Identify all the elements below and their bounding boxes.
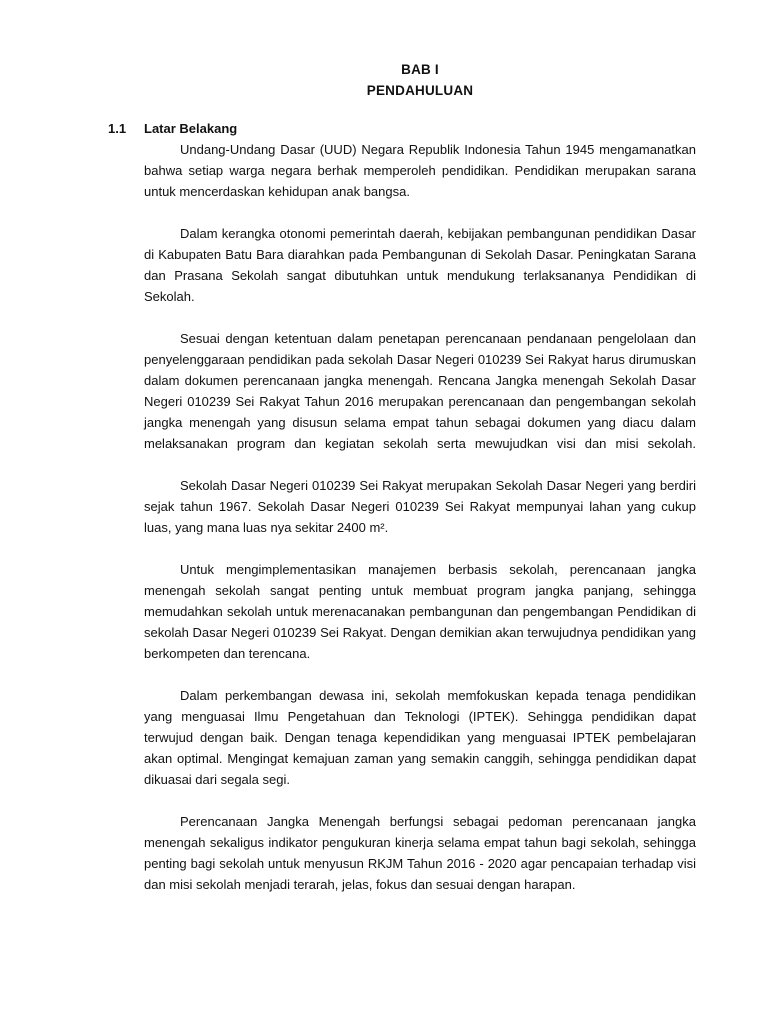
section-title: Latar Belakang xyxy=(144,121,238,136)
document-body xyxy=(144,139,696,916)
chapter-title: PENDAHULUAN xyxy=(366,83,474,98)
paragraph-2: Dalam kerangka otonomi pemerintah daerah, kebijakan pembangunan pendidikan Dasar di Kabupaten Batu Bara diarahkan pada Pembangunan di Sekolah Dasar. Peningkatan Sarana dan Prasana Sekolah sangat dibutuhkan untuk mendukung terlaksananya Pendidikan di Sekolah. xyxy=(144,226,696,304)
paragraph-3: Sesuai dengan ketentuan dalam penetapan perencanaan pendanaan pengelolaan dan penyelenggaraan pendidikan pada sekolah Dasar Negeri 010239 Sei Rakyat harus dirumuskan dalam dokumen perencanaan jangka menengah. Rencana Jangka menengah Sekolah Dasar Negeri 010239 Sei Rakyat Tahun 2016 merupakan perencanaan dan pengembangan sekolah jangka menengah yang disusun selama empat tahun sebagai dokumen yang diacu dalam melaksanakan program dan kegiatan sekolah serta mewujudkan visi dan misi sekolah. xyxy=(144,331,696,451)
section-number: 1.1 xyxy=(108,121,127,136)
paragraph-1: Undang-Undang Dasar (UUD) Negara Republik Indonesia Tahun 1945 mengamanatkan bahwa setiap warga negara berhak memperoleh pendidikan. Pendidikan merupakan sarana untuk mencerdaskan kehidupan anak bangsa. xyxy=(144,142,696,199)
paragraph-5: Untuk mengimplementasikan manajemen berbasis sekolah, perencanaan jangka menengah sekolah sangat penting untuk membuat program jangka panjang, sehingga memudahkan sekolah untuk merenacanakan pembangunan dan pengembangan Pendidikan di sekolah Dasar Negeri 010239 Sei Rakyat. Dengan demikian akan terwujudnya pendidikan yang berkompeten dan terencana. xyxy=(144,562,696,661)
paragraph-4: Sekolah Dasar Negeri 010239 Sei Rakyat merupakan Sekolah Dasar Negeri yang berdiri sejak tahun 1967. Sekolah Dasar Negeri 010239 Sei Rakyat mempunyai lahan yang cukup luas, yang mana luas nya sekitar 2400 m². xyxy=(144,478,696,535)
paragraph-6: Dalam perkembangan dewasa ini, sekolah memfokuskan kepada tenaga pendidikan yang menguasai Ilmu Pengetahuan dan Teknologi (IPTEK). Sehingga pendidikan dapat terwujud dengan baik. Dengan tenaga kependidikan yang menguasai IPTEK pembelajaran akan optimal. Mengingat kemajuan zaman yang semakin canggih, sehingga pendidikan dapat dikuasai dari segala segi. xyxy=(144,688,696,787)
paragraph-7: Perencanaan Jangka Menengah berfungsi sebagai pedoman perencanaan jangka menengah sekaligus indikator pengukuran kinerja selama empat tahun bagi sekolah, sehingga penting bagi sekolah untuk menyusun RKJM Tahun 2016 - 2020 agar pencapaian terhadap visi dan misi sekolah menjadi terarah, jelas, fokus dan sesuai dengan harapan. xyxy=(144,814,696,892)
section-heading xyxy=(108,121,237,136)
chapter-number: BAB I xyxy=(401,62,439,77)
